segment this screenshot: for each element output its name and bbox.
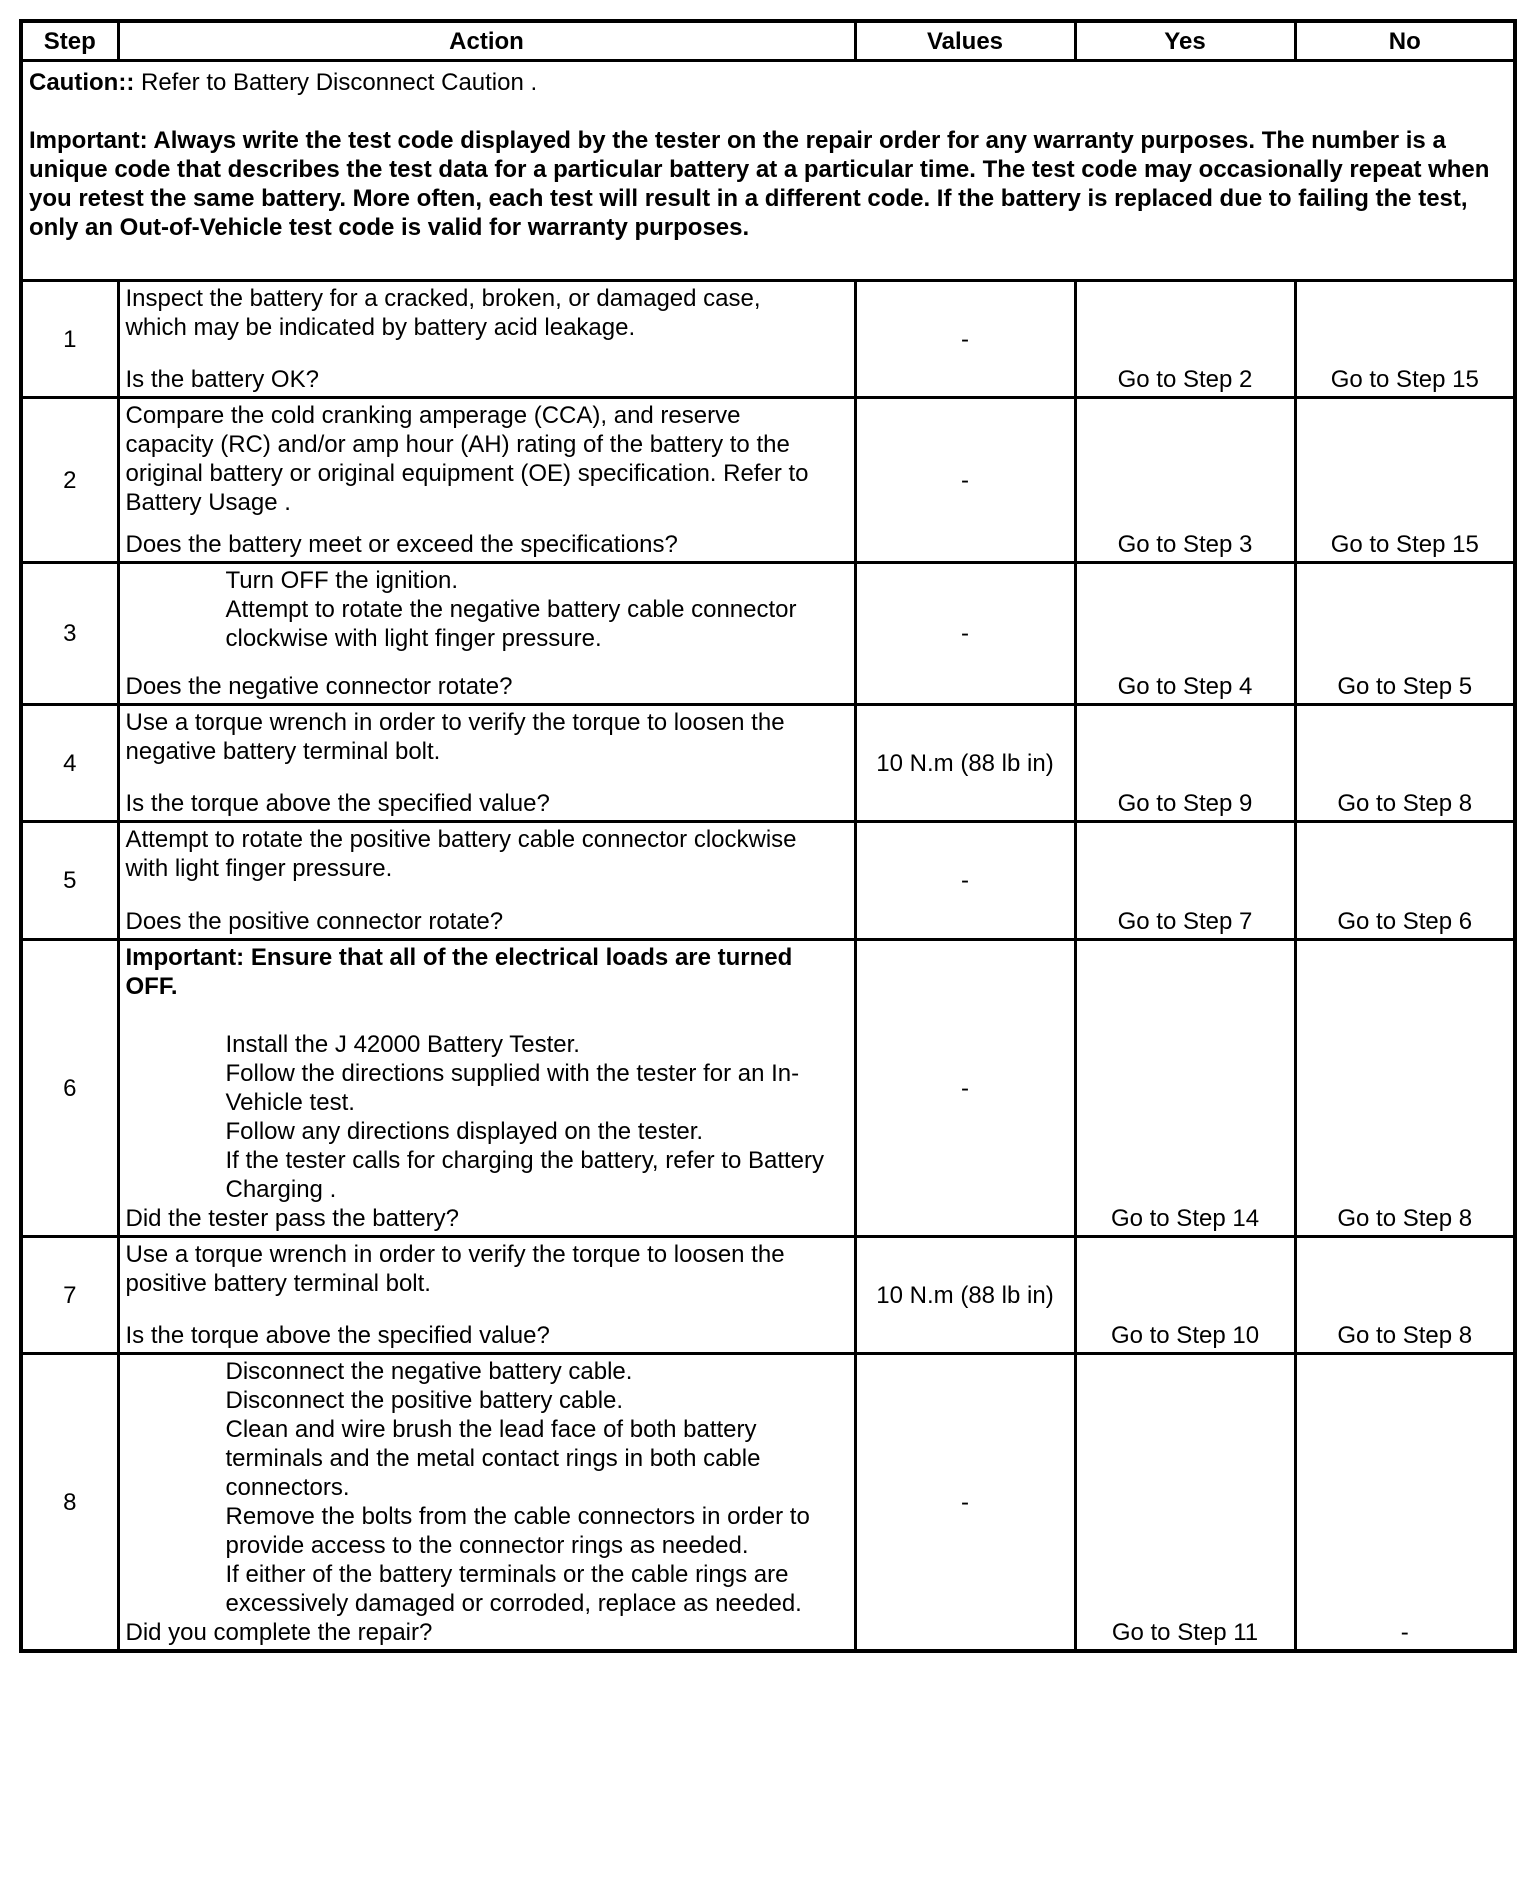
action-line: Use a torque wrench in order to verify the torque to loosen the bbox=[125, 1241, 785, 1268]
diagnostic-table bbox=[19, 19, 1517, 1653]
action-bullet-line: If the tester calls for charging the battery, refer to Battery bbox=[225, 1147, 824, 1174]
value-cell: - bbox=[855, 1354, 1075, 1652]
action-bullet-line: Disconnect the negative battery cable. bbox=[225, 1358, 633, 1385]
action-cell bbox=[118, 1354, 855, 1652]
action-content bbox=[126, 566, 848, 701]
action-bullet-line: excessively damaged or corroded, replace as needed. bbox=[225, 1590, 802, 1617]
no-result: Go to Step 8 bbox=[1295, 705, 1515, 822]
action-bullet-line: Install the J 42000 Battery Tester. bbox=[225, 1031, 580, 1058]
action-bullet-line: Follow any directions displayed on the tester. bbox=[225, 1118, 704, 1145]
action-bullet-line: Attempt to rotate the negative battery cable connector bbox=[225, 596, 797, 623]
no-result: Go to Step 15 bbox=[1295, 398, 1515, 563]
action-bullet-line: provide access to the connector rings as needed. bbox=[225, 1532, 749, 1559]
action-bullet-line: Charging . bbox=[225, 1176, 337, 1203]
step-row bbox=[21, 940, 1515, 1237]
action-question: Does the negative connector rotate? bbox=[125, 673, 513, 700]
action-bullet-line: terminals and the metal contact rings in both cable bbox=[225, 1445, 761, 1472]
action-instructions bbox=[126, 1240, 848, 1298]
action-content bbox=[126, 284, 848, 394]
yes-result: Go to Step 7 bbox=[1075, 822, 1295, 940]
no-result: Go to Step 6 bbox=[1295, 822, 1515, 940]
step-row bbox=[21, 822, 1515, 940]
value-cell: 10 N.m (88 lb in) bbox=[855, 705, 1075, 822]
header-step: Step bbox=[21, 21, 118, 61]
action-cell bbox=[118, 1237, 855, 1354]
step-number: 1 bbox=[21, 281, 118, 398]
action-instructions bbox=[126, 284, 848, 342]
action-content bbox=[126, 1240, 848, 1350]
value-cell: - bbox=[855, 281, 1075, 398]
action-cell bbox=[118, 940, 855, 1237]
action-instructions bbox=[126, 825, 848, 883]
important-note-line: OFF. bbox=[125, 973, 178, 1000]
yes-result: Go to Step 11 bbox=[1075, 1354, 1295, 1652]
no-result: Go to Step 15 bbox=[1295, 281, 1515, 398]
caution-line bbox=[29, 68, 1507, 97]
action-instructions bbox=[126, 401, 848, 517]
value-cell: - bbox=[855, 398, 1075, 563]
no-result: Go to Step 8 bbox=[1295, 1237, 1515, 1354]
action-question: Is the torque above the specified value? bbox=[125, 790, 550, 817]
step-number: 4 bbox=[21, 705, 118, 822]
step-row bbox=[21, 705, 1515, 822]
step-number: 6 bbox=[21, 940, 118, 1237]
action-line: Inspect the battery for a cracked, broken, or damaged case, bbox=[125, 285, 761, 312]
action-line: with light finger pressure. bbox=[125, 855, 393, 882]
no-result: Go to Step 5 bbox=[1295, 563, 1515, 705]
important-note-line: Important: Ensure that all of the electrical loads are turned bbox=[125, 944, 793, 971]
action-cell bbox=[118, 705, 855, 822]
action-bullet-line: clockwise with light finger pressure. bbox=[225, 625, 602, 652]
action-question: Is the battery OK? bbox=[125, 366, 319, 393]
action-line: capacity (RC) and/or amp hour (AH) rating of the battery to the bbox=[125, 431, 790, 458]
important-note: Important: Always write the test code displayed by the tester on the repair order for any warranty purposes. The number is a unique code that describes the test data for a particular battery at a particular time. The test code may occasionally repeat when you retest the same battery. More often, each test will result in a different code. If the battery is replaced due to failing the test, only an Out-of-Vehicle test code is valid for warranty purposes. bbox=[29, 127, 1490, 241]
action-cell bbox=[118, 563, 855, 705]
action-instructions bbox=[126, 708, 848, 766]
action-content bbox=[126, 825, 848, 936]
header-row bbox=[21, 21, 1515, 61]
action-instructions bbox=[126, 1357, 848, 1618]
action-bullet-line: Turn OFF the ignition. bbox=[225, 567, 459, 594]
action-cell bbox=[118, 822, 855, 940]
action-cell bbox=[118, 398, 855, 563]
value-cell: - bbox=[855, 940, 1075, 1237]
step-number: 8 bbox=[21, 1354, 118, 1652]
action-bullet-line: Follow the directions supplied with the tester for an In- bbox=[225, 1060, 800, 1087]
action-line: negative battery terminal bolt. bbox=[125, 738, 441, 765]
yes-result: Go to Step 3 bbox=[1075, 398, 1295, 563]
step-number: 3 bbox=[21, 563, 118, 705]
caution-cell bbox=[21, 61, 1515, 281]
action-bullet-line: Clean and wire brush the lead face of both battery bbox=[225, 1416, 757, 1443]
step-number: 5 bbox=[21, 822, 118, 940]
caution-text: Refer to Battery Disconnect Caution . bbox=[140, 69, 538, 96]
no-result: - bbox=[1295, 1354, 1515, 1652]
step-row bbox=[21, 281, 1515, 398]
action-bullet-line: Disconnect the positive battery cable. bbox=[225, 1387, 624, 1414]
value-cell: - bbox=[855, 822, 1075, 940]
yes-result: Go to Step 4 bbox=[1075, 563, 1295, 705]
caution-row bbox=[21, 61, 1515, 281]
action-question: Is the torque above the specified value? bbox=[125, 1322, 550, 1349]
yes-result: Go to Step 14 bbox=[1075, 940, 1295, 1237]
yes-result: Go to Step 9 bbox=[1075, 705, 1295, 822]
header-action: Action bbox=[118, 21, 855, 61]
action-question: Did the tester pass the battery? bbox=[125, 1205, 460, 1232]
caution-label: Caution:: bbox=[29, 69, 135, 96]
action-question: Did you complete the repair? bbox=[125, 1619, 433, 1646]
step-number: 2 bbox=[21, 398, 118, 563]
no-result: Go to Step 8 bbox=[1295, 940, 1515, 1237]
value-cell: 10 N.m (88 lb in) bbox=[855, 1237, 1075, 1354]
action-question: Does the battery meet or exceed the specifications? bbox=[125, 531, 678, 558]
step-row bbox=[21, 1354, 1515, 1652]
action-bullet-line: Vehicle test. bbox=[225, 1089, 355, 1116]
header-values: Values bbox=[855, 21, 1075, 61]
step-row bbox=[21, 398, 1515, 563]
header-no: No bbox=[1295, 21, 1515, 61]
yes-result: Go to Step 2 bbox=[1075, 281, 1295, 398]
action-line: positive battery terminal bolt. bbox=[125, 1270, 431, 1297]
step-row bbox=[21, 1237, 1515, 1354]
action-bullet-line: Remove the bolts from the cable connectors in order to bbox=[225, 1503, 810, 1530]
action-content bbox=[126, 401, 848, 559]
action-cell bbox=[118, 281, 855, 398]
value-cell: - bbox=[855, 563, 1075, 705]
action-instructions bbox=[126, 566, 848, 653]
action-content bbox=[126, 708, 848, 818]
step-row bbox=[21, 563, 1515, 705]
action-bullet-line: connectors. bbox=[225, 1474, 350, 1501]
step-number: 7 bbox=[21, 1237, 118, 1354]
action-question: Does the positive connector rotate? bbox=[125, 908, 504, 935]
action-line: Compare the cold cranking amperage (CCA), and reserve bbox=[125, 402, 741, 429]
action-instructions bbox=[126, 943, 848, 1204]
action-line: Attempt to rotate the positive battery cable connector clockwise bbox=[125, 826, 797, 853]
action-content bbox=[126, 1357, 848, 1647]
action-line: Use a torque wrench in order to verify the torque to loosen the bbox=[125, 709, 785, 736]
action-content bbox=[126, 943, 848, 1233]
action-line: which may be indicated by battery acid leakage. bbox=[125, 314, 636, 341]
action-line: original battery or original equipment (OE) specification. Refer to bbox=[125, 460, 809, 487]
yes-result: Go to Step 10 bbox=[1075, 1237, 1295, 1354]
action-bullet-line: If either of the battery terminals or the cable rings are bbox=[225, 1561, 789, 1588]
header-yes: Yes bbox=[1075, 21, 1295, 61]
action-line: Battery Usage . bbox=[125, 489, 291, 516]
